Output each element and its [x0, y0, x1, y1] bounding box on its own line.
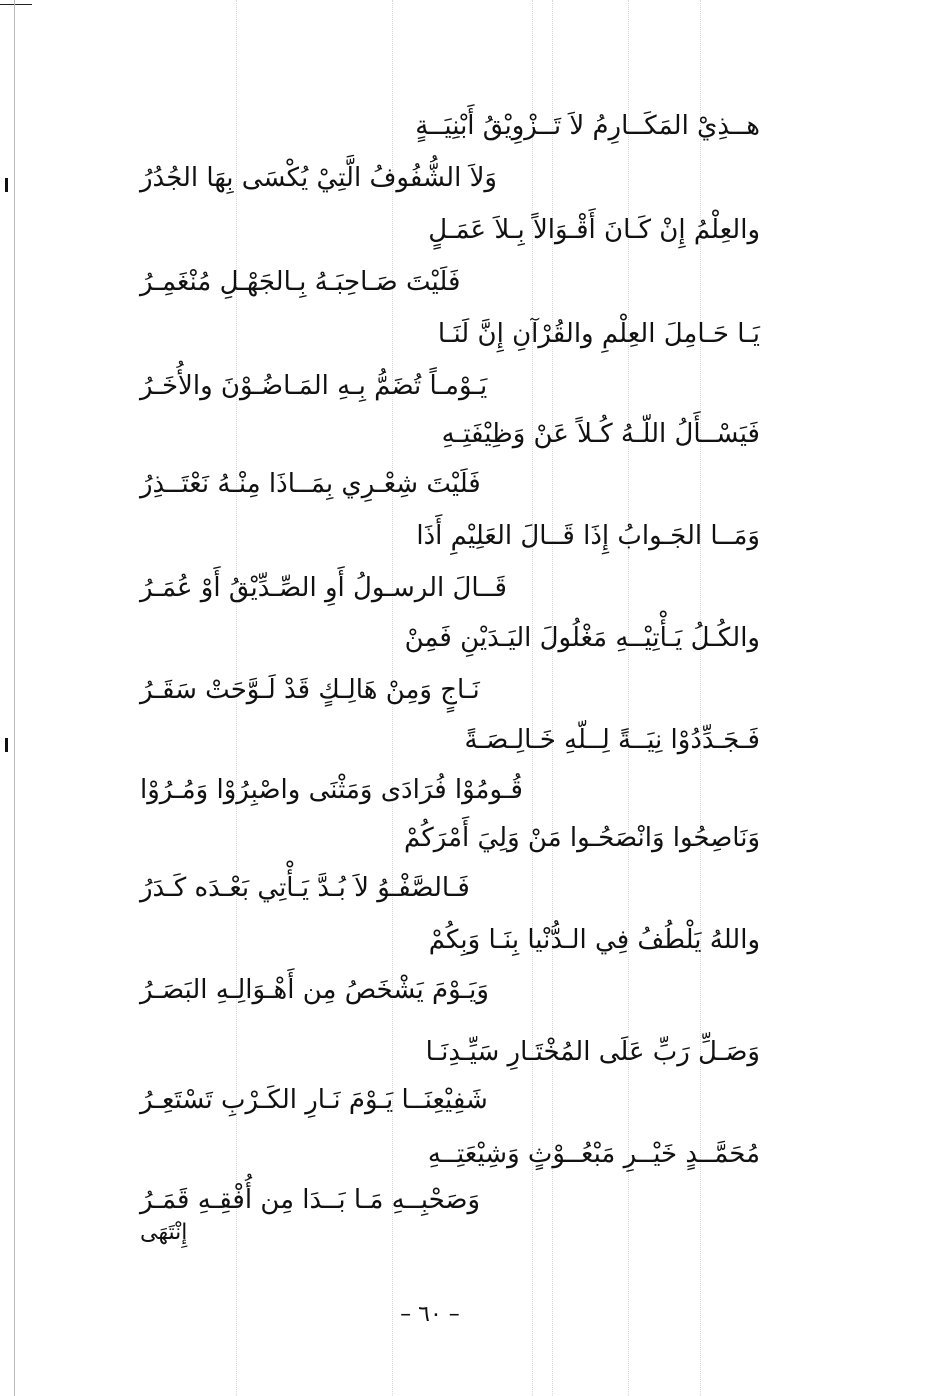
scan-left-rule [14, 0, 15, 1396]
verse-second-hemistich: قَــالَ الرسـولُ أَوِ الصِّـدِّيْقُ أَوْ عُمَـرُ [140, 573, 507, 603]
verse-second-hemistich: فَلَيْتَ شِعْـرِي بِمَــاذَا مِنْـهُ نَعْتَــذِرُ [140, 469, 481, 499]
verse-second-hemistich: نَـاجٍ وَمِنْ هَالِـكٍ قَدْ لَـوَّحَتْ سَقَـرُ [140, 675, 480, 705]
verse-first-hemistich: والكُـلُ يَـأْتِيْــهِ مَغْلُولَ اليَـدَيْنِ فَمِنْ [404, 623, 760, 653]
verse-second-hemistich: فَـالصَّفْـوُ لاَ بُـدَّ يَـأْتِي بَعْـدَه كَـدَرُ [140, 873, 470, 903]
verse-first-hemistich: والعِلْمُ إِنْ كَـانَ أَقْـوَالاً بِـلاَ عَمَـلٍ [428, 215, 760, 245]
verse-first-hemistich: فَيَسْــأَلُ اللّـهُ كُـلاً عَنْ وَظِيْفَتِـهِ [441, 419, 760, 449]
verse-first-hemistich: وَمَــا الجَـوابُ إِذَا قَــالَ العَلِيْمِ أَذَا [416, 521, 760, 551]
verse-first-hemistich: فَـجَـدِّدُوْا نِيَــةً لِــلّهِ خَـالِـصَـةً [464, 725, 760, 755]
verse-first-hemistich: واللهُ يَلْطُفُ فِي الـدُّنْيا بِنَـا وَبِكُمْ [428, 925, 760, 955]
verse-first-hemistich: وَنَاصِحُوا وَانْصَحُـوا مَنْ وَلِيَ أَمْرَكُمْ [404, 823, 760, 853]
page-number: – ٦٠ – [400, 1302, 460, 1327]
scan-margin-mark [5, 738, 8, 752]
verse-first-hemistich: مُحَمَّــدٍ خَيْــرِ مَبْعُــوْثٍ وَشِيْعَتِــهِ [427, 1139, 760, 1169]
verse-second-hemistich: وَلاَ الشُّفُوفُ الَّتِيْ يُكْسَى بِهَا الجُدُرُ [140, 163, 497, 193]
verse-second-hemistich: فَلَيْتَ صَـاحِبَـهُ بِـالجَهْـلِ مُنْغَمِـرُ [140, 267, 461, 297]
scan-top-rule [0, 4, 32, 5]
verse-second-hemistich: وَيَـوْمَ يَشْخَصُ مِن أَهْـوَالِـهِ البَصَـرُ [140, 975, 489, 1005]
verse-second-hemistich: يَـوْمـاً تُضَمُّ بِـهِ المَـاضُـوْنَ والأُخَـرُ [140, 371, 488, 401]
scan-margin-mark [5, 178, 8, 192]
verse-second-hemistich: وَصَحْبِــهِ مَـا بَــدَا مِن أُفْقِـهِ قَمَـرُ [140, 1185, 481, 1215]
verse-first-hemistich: هــذِيْ المَكَــارِمُ لاَ تَــزْوِيْقُ أَبْنِيَــةٍ [415, 111, 760, 141]
verse-second-hemistich: قُـومُوْا فُرَادَى وَمَثْنَى واصْبِرُوْا وَمُـرُوْا [140, 775, 523, 805]
verse-first-hemistich: وَصَـلِّ رَبِّ عَلَى المُخْتَـارِ سَيِّـدِنَـا [425, 1037, 760, 1067]
verse-first-hemistich: يَـا حَـامِلَ العِلْمِ والقُرْآنِ إِنَّ لَنَـا [437, 319, 760, 349]
end-marker: إِنْتَهَى [140, 1220, 188, 1245]
verse-second-hemistich: شَفِيْعِنَــا يَـوْمَ نَـارِ الكَـرْبِ تَسْتَعِـرُ [140, 1085, 488, 1115]
